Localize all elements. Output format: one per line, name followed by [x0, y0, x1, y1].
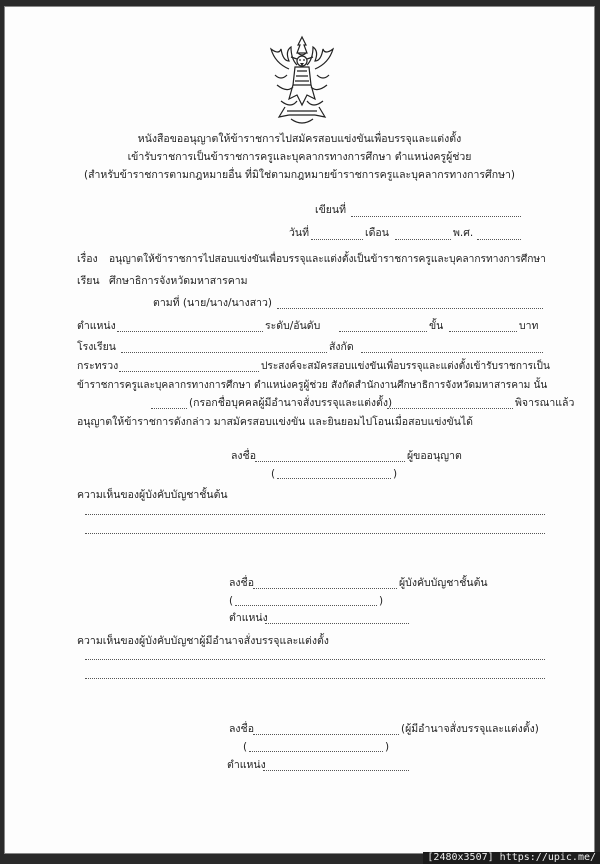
authority-field-2[interactable] [387, 408, 513, 409]
level-field[interactable] [339, 331, 427, 332]
title-line-2: เข้ารับราชการเป็นข้าราชการครูและบุคลากรทางการศึกษา ตำแหน่งครูผู้ช่วย [127, 151, 472, 163]
to-text: ศึกษาธิการจังหวัดมหาสารคาม [109, 275, 248, 287]
to-label: เรียน [77, 275, 100, 287]
authority-field[interactable] [151, 408, 187, 409]
sign2-label: ลงชื่อ [229, 577, 254, 589]
year-label: พ.ศ. [453, 227, 474, 239]
image-host-url[interactable]: https://upic.me/ [499, 852, 596, 863]
opinion2-label: ความเห็นของผู้บังคับบัญชาผู้มีอำนาจสั่งบรรจุและแต่งตั้ง [77, 635, 329, 647]
ministry-label: กระทรวง [77, 360, 119, 372]
garuda-emblem-icon [267, 35, 337, 131]
sign3-name-field[interactable] [249, 751, 383, 752]
sign1-name-field[interactable] [277, 478, 391, 479]
document-page: หนังสือขออนุญาตให้ข้าราชการไปสมัครสอบแข่งขันเพื่อบรรจุและแต่งตั้ง เข้ารับราชการเป็นข้าราชการครูและบุคลากรทางการศึกษา ตำแหน่งครูผู้ช่วย (สำหรับข้าราชการตามกฎหมายอื่น ที่มิใช่ตามกฎหมายข้าราชการครูและบุคลากรทางการศึกษา) เขียนที่ วันที่ เดือน พ.ศ. เรื่อง อนุญาตให้ข้าราชการไปสอบแข่งขันเพื่อบรรจุและแต่งตั้งเป็นข้าราชการครูและบุคลากรทางการศึกษา เรียน ศึกษาธิการจังหวัดมหาสารคาม ตามที่ (นาย/นาง/นางสาว) ตำแหน่ง ระดับ/อันดับ ขั้น บาท โรงเรียน สังกัด กระทรวง ประสงค์จะสมัครสอบแข่งขันเพื่อบรรจุและแต่งตั้งเข้ารับราชการเป็น ข้าราชการครูและบุคลากรทางการศึกษา ตำแหน่งครูผู้ช่วย สังกัดสำนักงานศึกษาธิการจังหวัดมหาสารคาม นั้น (กรอกชื่อบุคคลผู้มีอำนาจสั่งบรรจุและแต่งตั้ง) พิจารณาแล้ว อนุญาตให้ข้าราชการดังกล่าว มาสมัครสอบแข่งขัน และยินยอมไปโอนเมื่อสอบแข่งขันได้ ลงชื่อ ผู้ขออนุญาต ( ) ความเห็นของผู้บังคับบัญชาชั้นต้น ลงชื่อ ผู้บังคับบัญชาชั้นต้น ( ) ตำแหน่ง ความเห็นของผู้บังคับบัญชาผู้มีอำนาจสั่งบรรจุและแต่งตั้ง ลงชื่อ (ผู้มีอำนาจสั่งบรรจุและแต่งตั้ง) ( ) ตำแหน่ง [4, 6, 595, 854]
sign3-label: ลงชื่อ [229, 723, 254, 735]
sign1-role: ผู้ขออนุญาต [407, 450, 462, 462]
date-field[interactable] [311, 239, 363, 240]
position-field[interactable] [117, 331, 263, 332]
sign2-role: ผู้บังคับบัญชาชั้นต้น [399, 577, 488, 589]
written-at-label: เขียนที่ [315, 204, 347, 216]
opinion2-line-2[interactable] [85, 678, 545, 679]
written-at-field[interactable] [351, 216, 521, 217]
opinion2-line-1[interactable] [85, 659, 545, 660]
sign2-position-label: ตำแหน่ง [229, 612, 268, 624]
sign2-field[interactable] [253, 588, 397, 589]
ministry-field[interactable] [119, 371, 259, 372]
image-host-watermark [423, 852, 600, 864]
purpose-text-2: ข้าราชการครูและบุคลากรทางการศึกษา ตำแหน่งครูผู้ช่วย สังกัดสำนักงานศึกษาธิการจังหวัดมหาสารคาม นั้น [77, 380, 548, 391]
salary-field[interactable] [449, 331, 517, 332]
subject-label: เรื่อง [77, 253, 98, 265]
affiliation-label: สังกัด [329, 341, 354, 353]
sign3-role: (ผู้มีอำนาจสั่งบรรจุและแต่งตั้ง) [401, 723, 539, 735]
sign1-label: ลงชื่อ [231, 450, 256, 462]
sign3-position-field[interactable] [263, 770, 409, 771]
sign3-position-label: ตำแหน่ง [227, 759, 266, 771]
sign1-field[interactable] [255, 461, 405, 462]
school-field[interactable] [121, 352, 327, 353]
title-line-1: หนังสือขออนุญาตให้ข้าราชการไปสมัครสอบแข่งขันเพื่อบรรจุและแต่งตั้ง [137, 133, 462, 145]
position-label: ตำแหน่ง [77, 320, 116, 332]
baht-label: บาท [519, 320, 539, 332]
sign2-name-field[interactable] [235, 605, 377, 606]
year-field[interactable] [477, 239, 521, 240]
image-dimensions: [2480x3507] [427, 852, 494, 863]
purpose-text: ประสงค์จะสมัครสอบแข่งขันเพื่อบรรจุและแต่งตั้งเข้ารับราชการเป็น [261, 361, 550, 372]
opinion1-label: ความเห็นของผู้บังคับบัญชาชั้นต้น [77, 489, 228, 501]
level-label: ระดับ/อันดับ [265, 320, 321, 332]
sign3-field[interactable] [253, 734, 399, 735]
authority-hint: (กรอกชื่อบุคคลผู้มีอำนาจสั่งบรรจุและแต่งตั้ง) [189, 397, 393, 409]
month-field[interactable] [395, 239, 451, 240]
subject-text: อนุญาตให้ข้าราชการไปสอบแข่งขันเพื่อบรรจุและแต่งตั้งเป็นข้าราชการครูและบุคลากรทางการศึกษา [109, 254, 546, 265]
opinion1-line-2[interactable] [85, 533, 545, 534]
step-label: ขั้น [429, 320, 444, 332]
name-label: ตามที่ (นาย/นาง/นางสาว) [153, 297, 272, 309]
sign2-position-field[interactable] [265, 623, 409, 624]
date-label: วันที่ [289, 227, 309, 239]
opinion1-line-1[interactable] [85, 514, 545, 515]
school-label: โรงเรียน [77, 341, 116, 353]
month-label: เดือน [365, 227, 389, 239]
title-line-3: (สำหรับข้าราชการตามกฎหมายอื่น ที่มิใช่ตามกฎหมายข้าราชการครูและบุคลากรทางการศึกษา) [84, 169, 515, 181]
consider-label: พิจารณาแล้ว [515, 397, 575, 409]
permit-text: อนุญาตให้ข้าราชการดังกล่าว มาสมัครสอบแข่งขัน และยินยอมไปโอนเมื่อสอบแข่งขันได้ [77, 416, 473, 428]
name-field[interactable] [277, 308, 543, 309]
affiliation-field[interactable] [361, 352, 543, 353]
